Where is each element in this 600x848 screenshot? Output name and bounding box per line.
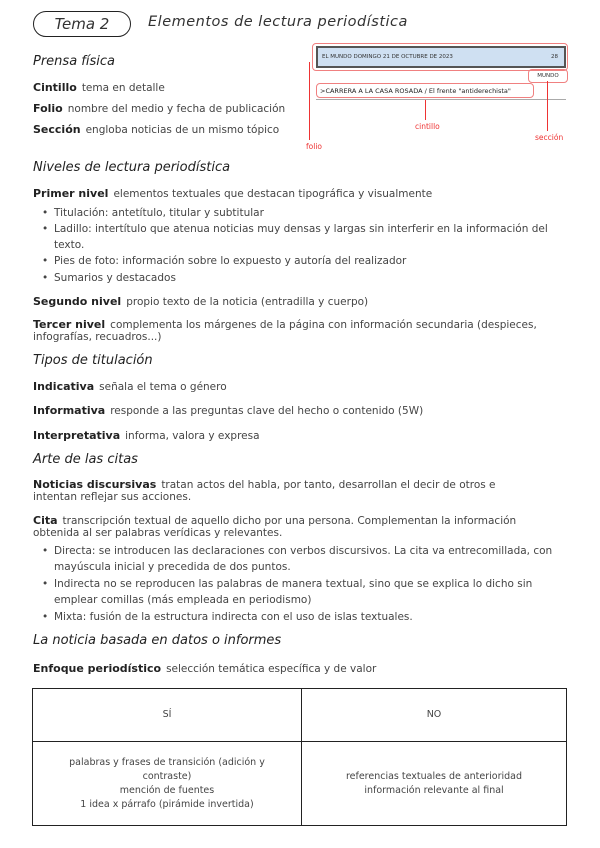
def: transcripción textual de aquello dicho por una persona. Complementan la información obtenida al ser palabras verídicas y relevantes.	[33, 515, 517, 539]
def-informativa	[33, 404, 423, 417]
def-cintillo	[33, 81, 165, 94]
comparison-table	[32, 688, 567, 826]
folio-bar	[316, 46, 566, 68]
folio-text: EL MUNDO DOMINGO 21 DE OCTUBRE DE 2023	[322, 54, 453, 60]
def: selección temática específica y de valor	[166, 663, 377, 675]
cintillo-box: >CARRERA A LA CASA ROSADA / El frente "antiderechista"	[316, 83, 534, 98]
no-item: información relevante al final	[364, 784, 504, 796]
list-item: • Indirecta no se reproducen las palabras de manera textual, sino que se explica lo dicho sin emplear comillas (más empleada en periodismo)	[54, 576, 564, 608]
term: Cita	[33, 514, 58, 527]
def-enfoque	[33, 662, 376, 675]
term: Indicativa	[33, 380, 95, 393]
term: Tercer nivel	[33, 318, 106, 331]
def: informa, valora y expresa	[125, 430, 260, 442]
term: Noticias discursivas	[33, 478, 157, 491]
def-cita	[33, 515, 543, 539]
def-discursivas	[33, 479, 533, 503]
topic-tag: Tema 2	[33, 11, 131, 37]
no-item: referencias textuales de anterioridad	[345, 770, 523, 782]
list-item: • Pies de foto: información sobre lo expuesto y autoría del realizador	[54, 253, 564, 269]
term: Folio	[33, 102, 63, 115]
def: tratan actos del habla, por tanto, desarrollan el decir de otros e intentan reflejar sus acciones.	[33, 479, 496, 503]
def: propio texto de la noticia (entradilla y cuerpo)	[126, 296, 369, 308]
def-seccion	[33, 123, 279, 136]
section-box: MUNDO	[528, 69, 568, 83]
def-folio	[33, 102, 285, 115]
cell-no	[302, 742, 567, 826]
def: engloba noticias de un mismo tópico	[85, 124, 280, 136]
def: señala el tema o género	[99, 381, 227, 393]
term: Informativa	[33, 404, 106, 417]
term: Interpretativa	[33, 429, 121, 442]
def: complementa los márgenes de la página con información secundaria (despieces, infografías, recuadros...)	[33, 319, 537, 343]
def-segundo-nivel	[33, 295, 368, 308]
def: tema en detalle	[81, 82, 165, 94]
def: nombre del medio y fecha de publicación	[67, 103, 286, 115]
list-item: • Mixta: fusión de la estructura indirecta con el uso de islas textuales.	[54, 609, 564, 625]
def: responde a las preguntas clave del hecho o contenido (5W)	[110, 405, 424, 417]
list-item: • Directa: se introducen las declaraciones con verbos discursivos. La cita va entrecomillada, con mayúscula inicial y precedida de dos puntos.	[54, 543, 564, 575]
label-cintillo: cintillo	[415, 122, 440, 131]
label-folio: folio	[306, 142, 322, 151]
def-interpretativa	[33, 429, 260, 442]
list-item: • Titulación: antetítulo, titular y subtitular	[54, 205, 564, 221]
def-indicativa	[33, 380, 227, 393]
header-si: SÍ	[33, 689, 302, 742]
list-item: • Sumarios y destacados	[54, 270, 564, 286]
label-seccion: sección	[535, 133, 564, 142]
heading-niveles: Niveles de lectura periodística	[33, 160, 231, 175]
term: Sección	[33, 123, 81, 136]
heading-citas: Arte de las citas	[33, 452, 138, 467]
page-number: 28	[551, 54, 558, 60]
si-item: 1 idea x párrafo (pirámide invertida)	[80, 798, 254, 810]
term: Enfoque periodístico	[33, 662, 162, 675]
def-tercer-nivel	[33, 319, 543, 343]
si-item: palabras y frases de transición (adición y contraste)	[69, 756, 265, 782]
term: Primer nivel	[33, 187, 109, 200]
heading-prensa: Prensa física	[33, 54, 115, 69]
list-item: • Ladillo: intertítulo que atenua noticias muy densas y largas sin interferir en la información del texto.	[54, 221, 564, 253]
header-no: NO	[302, 689, 567, 742]
page-title: Elementos de lectura periodística	[148, 14, 408, 30]
def: elementos textuales que destacan tipográfica y visualmente	[113, 188, 433, 200]
def-primer-nivel	[33, 187, 432, 200]
heading-tipos: Tipos de titulación	[33, 353, 153, 368]
term: Segundo nivel	[33, 295, 122, 308]
si-item: mención de fuentes	[119, 784, 215, 796]
heading-datos: La noticia basada en datos o informes	[33, 633, 282, 648]
cell-si	[33, 742, 302, 826]
term: Cintillo	[33, 81, 77, 94]
